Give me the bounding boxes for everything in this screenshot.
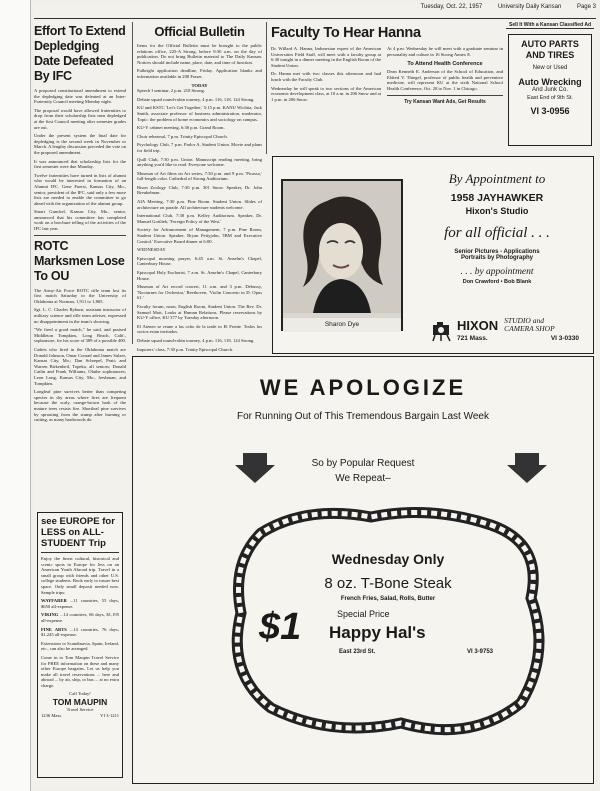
want-ads-tagline: Try Kansan Want Ads, Get Results [404, 98, 486, 105]
europe-ad-address: 1236 Mass. [41, 712, 63, 718]
auto-parts-company2: And Junk Co. [531, 87, 569, 93]
trip-name: FINE ARTS [41, 626, 67, 632]
faculty-last-paragraph: At 4 p.m. Wednesday he will meet with a graduate seminar in personality and culture in 16 Strong Annex E. [387, 46, 503, 57]
right-arrow-icon [507, 453, 547, 483]
story1-headline: Effort To Extend Depledging Date Defeated By IFC [34, 24, 126, 83]
steak-special-block [243, 551, 533, 602]
europe-trip-item [41, 598, 119, 609]
auto-parts-title: AUTO PARTS AND TIRES [521, 39, 579, 60]
bulletin-fulbright: Fulbright application deadline, Friday. Application blanks and information available in 208 Fraser. [137, 68, 262, 79]
bulletin-item: International Club, 7:30 p.m. Kelley Auditorium. Speaker, Dr. Manuel Gottlieb, 'Foreign Policy of the West.' [137, 213, 262, 224]
hixon-services1: Senior Pictures - Applications [454, 249, 540, 255]
bulletin-intro: Items for the Official Bulletin must be brought to the public relations office, 225-A Strong, before 9:30 a.m. on the day of publication. Do not bring Bulletin material to The Daily Kansan. Notices should include name, place, date, and time of function. [137, 43, 262, 65]
hixon-brand-tag1: STUDIO and [504, 316, 544, 325]
faculty-paragraph: Wednesday he will speak to two sections of the American economic development class, at 10 a.m. in 206 Snow and at 1 p.m. in 206 Snow. [271, 85, 381, 102]
faculty-body [271, 46, 381, 105]
apology-subhead: For Running Out of This Tremendous Bargain Last Week [237, 411, 489, 422]
faculty-story [266, 22, 504, 154]
restaurant-address: East 23rd St. [339, 649, 376, 655]
hixon-brand-tag2: CAMERA SHOP [504, 324, 555, 333]
hixon-brand-row [457, 317, 589, 333]
bulletin-item: Society for Advancement of Management, 7 p.m. Pine Room, Student Union. Speaker, Bryan Pettyjohn, 'IBM and Executive Control.' Executive Board dinner at 6:00. [137, 227, 262, 244]
special-sides: French Fries, Salad, Rolls, Butter [340, 596, 436, 602]
faculty-paragraph: Dr. Hanna met with two classes this afternoon and had lunch with the Faculty Club. [271, 71, 381, 82]
hixon-contact [457, 335, 589, 342]
camera-icon [431, 317, 455, 341]
classified-header: Sell It With a Kansan Classified Ad [506, 22, 594, 29]
europe-trips-list [41, 598, 119, 638]
story2-headline: ROTC Marksmen Lose To OU [34, 238, 125, 283]
story1-paragraph: It was announced that scholarship lists for the first semester were due Monday. [34, 158, 126, 170]
hixon-line2: 1958 JAYHAWKER [450, 192, 544, 204]
price-block [255, 607, 525, 667]
story1-body [34, 88, 126, 232]
europe-travel-ad [37, 512, 123, 778]
bulletin-item: KU and KSTC 'Let's Get Together,' 5:15 p.m. KANU Wichita, Jack Smith, associate professor of business administration, moderator, Topic: the problem of home economics and sociology on campus. [137, 105, 262, 122]
hixon-services2: Portraits by Photography [460, 255, 533, 261]
bulletin-item: WEDNESDAY [137, 247, 166, 253]
portrait-image [283, 181, 401, 313]
story1-paragraph: Stuart Gunckel, Kansas City, Mo., senior, announced that his committee has completed work on a brochure telling of the activities of the IFC last year. [34, 209, 126, 232]
hixon-line4: for all official . . . [444, 225, 550, 241]
health-conference-headline: To Attend Health Conference [407, 61, 483, 68]
hixon-address: 721 Mass. [457, 335, 488, 342]
hixon-studio-ad [272, 156, 594, 354]
header-paper: University Daily Kansan [497, 4, 562, 10]
trip-name: VIKING [41, 612, 59, 618]
bulletin-item: Psychology Club, 7 p.m. Parlor A, Student Union. Movie and plans for field trip. [137, 142, 262, 153]
portrait-caption: Sharon Dye [283, 318, 401, 332]
page-binding [0, 0, 31, 791]
page-header [34, 4, 596, 19]
happy-hals-ad [132, 356, 594, 784]
europe-ad-phone: VI 3-1211 [100, 712, 119, 718]
faculty-sub-column [387, 46, 503, 105]
hixon-line3: Hixon's Studio [465, 206, 529, 216]
restaurant-phone: VI 3-9753 [467, 649, 494, 655]
special-price: $1 [259, 606, 302, 648]
trip-detail: ...14 countries, 66 days, $1,195 all-expense. [41, 612, 119, 623]
apology-headline: WE APOLOGIZE [259, 375, 467, 400]
bulletin-item: KU-Y cabinet meeting, 6:30 p.m. Grand Room. [137, 125, 225, 131]
auto-parts-ad [508, 34, 592, 146]
europe-ad-footer [41, 713, 119, 719]
hixon-phone: VI 3-0330 [550, 335, 579, 342]
auto-parts-phone: VI 3-0956 [530, 106, 570, 116]
apology-request1: So by Popular Request [311, 458, 415, 469]
restaurant-name: Happy Hal's [329, 623, 426, 642]
health-conference-text: Dean Kenneth E. Anderson of the School of Education, and Eldred V. Thiegel, professor of public health and preventive medicine, will represent KU at the sixth National School Health Conference, Oct. 28 to Nov. 1 in Chicago. [387, 69, 503, 91]
story2-paragraph: "We fired a good match," he said, and praised Middleton Tompkins, Long Beach, Calif., sophomore, for his score of 389 of a possible 400. [34, 327, 126, 344]
trip-name: WAYFARER [41, 598, 67, 604]
europe-trip-item [41, 612, 119, 623]
hixon-line1: By Appointment to [448, 171, 546, 186]
bulletin-item: Quill Club, 7:30 p.m. Union. Manuscript reading meeting, bring anything you'd like to read. Everyone welcome. [137, 156, 262, 168]
special-price-label: Special Price [337, 609, 390, 619]
bulletin-item: Museum of Art films on Art series, 7:30 p.m. and 9 p.m. 'Picasso,' full-length color. Cathedral of Strong Auditorium. [137, 170, 262, 182]
bulletin-item: Inquirers' class, 7:30 p.m. Trinity Episcopal Church. [137, 346, 234, 352]
bulletin-item: Choir rehearsal, 7 p.m. Trinity Episcopal Church. [137, 133, 228, 139]
bulletin-today-label: TODAY [191, 82, 208, 88]
auto-parts-address: East End of 9th St. [527, 95, 573, 101]
bulletin-headline: Official Bulletin [154, 24, 245, 39]
bulletin-item: Speech I seminar, 2 p.m. 218 Strong. [137, 88, 205, 94]
europe-ad-agency: TOM MAUPIN [52, 697, 108, 708]
bulletin-item: Debate squad round-robin tourney, 4 p.m. 116, 118, 124 Strong. [137, 337, 255, 343]
story1-paragraph: Under the present system the final date for depledging is the second week in November or March. A lengthy discussion preceded the vote on the proposed amendment. [34, 133, 126, 155]
trip-detail: ...14 countries, 76 days, $1,245 all-expense. [41, 626, 119, 638]
europe-trip-item [41, 627, 119, 638]
faculty-headline: Faculty To Hear Hanna [271, 25, 421, 41]
auto-parts-condition: New or Used [532, 65, 568, 71]
faculty-paragraph: Dr. Willard A. Hanna, Indonesian expert of the American Universities Field Staff, will meet with a faculty group at 6:30 tonight in a dinner meeting in the English Room of the Student Union. [271, 46, 381, 68]
story2-paragraph: Longleaf pine survives better than competing species in dry areas where fires are frequent because the scaly, orange-brown bark of the mature trees resists fire. Shortleaf pine survives by sprouting from the stump after burning or cutting, as many hardwoods do. [34, 389, 126, 423]
hixon-brand-block [457, 317, 589, 342]
hixon-brand: HIXON [457, 317, 499, 333]
story2-paragraph: Sgt. L. C. Charles Ryburn, assistant instructor of military science and rifle team adviser, expressed no disappointment in the team's showing. [34, 307, 126, 324]
auto-parts-company: Auto Wrecking [518, 77, 582, 87]
europe-ad-headline: see EUROPE for LESS on ALL-STUDENT Trip [41, 516, 115, 549]
bulletin-item: Episcopal morning prayer, 6:45 a.m. St. Anselm's Chapel, Canterbury House. [137, 255, 262, 267]
story2-paragraph: Cadets who fired in the Oklahoma match are Donald Johnson, Omar Conrad and James Sulzer, Kansas City, Mo.; Dan Schrepel, Pratt; and Warren Birkenbeil, Topeka, all seniors; Donald Catlin and Frank Williams, Olathe sophomores; Leon Long, Kansas City, Mo., freshman; and Tompkins. [34, 347, 126, 386]
official-bulletin [132, 22, 262, 352]
europe-ad-agency-sub: Travel Service [66, 707, 94, 713]
bulletin-item: Episcopal Holy Eucharist, 7 a.m. St. Anselm's Chapel, Canterbury House. [137, 270, 262, 281]
special-item: 8 oz. T-Bone Steak [324, 575, 452, 592]
bulletin-items [137, 88, 262, 352]
portrait-photo [281, 179, 403, 331]
hixon-names: Don Crawford • Bob Blank [462, 279, 532, 285]
hixon-brand-tags [504, 317, 554, 333]
newspaper-page [34, 4, 596, 787]
left-arrow-icon [235, 453, 275, 483]
special-day: Wednesday Only [331, 551, 445, 567]
story1-paragraph: A proposed constitutional amendment to extend the depledging date was defeated at an Inter-Fraternity Council meeting Monday night. [34, 88, 126, 105]
header-page: Page 3 [576, 4, 596, 10]
apology-request2: We Repeat– [335, 473, 391, 484]
bulletin-item: AIA Meeting, 7:30 p.m. Pine Room. Student Union. Slides of architecture on parade. All architecture students welcome. [137, 199, 262, 210]
hixon-ad-text [405, 171, 589, 285]
bulletin-item: Debate squad round-robin tourney, 4 p.m. 116, 118, 124 Strong. [137, 96, 255, 102]
story2-body [34, 288, 126, 423]
faculty-story-columns [271, 46, 504, 105]
header-date: Tuesday, Oct. 22, 1957 [420, 4, 483, 10]
europe-ad-contact: Come in to Tom Maupin Travel Service for FREE information on these and many other Europe bargains. Let us help you make all travel reservations ... here and abroad ... by air, ship, or bus ... at no extra charge. [41, 654, 119, 688]
story1-paragraph: The proposal would have allowed fraternities to drop from their scholarship lists men depledged at the first Council meeting after semester grades are out. [34, 107, 126, 130]
bulletin-item: Museum of Art record concert, 11 a.m. and 3 p.m. Debussy, 'Nocturnes for Orchestra,' Beethoven, 'Violin Concerto in D. Opus 61.' [137, 284, 262, 301]
story1-paragraph: Twelve fraternities have turned in lists of alumni who would be interested in formation of an Alumni IFC. Gene Fuerst, Kansas City, Mo., senior, president of the IFC, said only a few more lists are needed to enable the committee to go ahead with the organization of the alumni group. [34, 172, 126, 206]
europe-ad-call: Call Today! [69, 691, 91, 697]
trip-detail: ...11 countries, 55 days, $650 all-expense. [41, 598, 119, 609]
hixon-line5: . . . by appointment [460, 267, 534, 277]
bulletin-item: El Ateneo se reune a las ocho de la tarde in El Frente. Todos los socios estan invitados. [137, 323, 262, 335]
bulletin-item: Bison Zoology Club, 7:30 p.m. 301 Snow. Speaker, Dr. John Breukelman. [137, 184, 262, 196]
europe-ad-extensions: Extensions to Scandinavia, Spain, Ireland, etc., can also be arranged. [41, 640, 119, 652]
bulletin-item: Faculty forum, noon, English Room, Student Union. The Rev. Dr. Samuel Mott, Looks at Human Relations. Please reservations by KU-Y office, KU 377 by Tuesday afternoon. [137, 303, 262, 321]
story2-paragraph: The Army-Air Force ROTC rifle team lost its first match Saturday to the University of Oklahoma at Norman, 1,911 to 1,865. [34, 287, 126, 304]
europe-ad-intro: Enjoy the finest cultural, historical and scenic spots in Europe for less on an American Youth Abroad trip. Travel in a small group with friends and other U.S. college students. Book early to insure best space. Only small deposit needed now. Sample trips: [41, 556, 119, 595]
